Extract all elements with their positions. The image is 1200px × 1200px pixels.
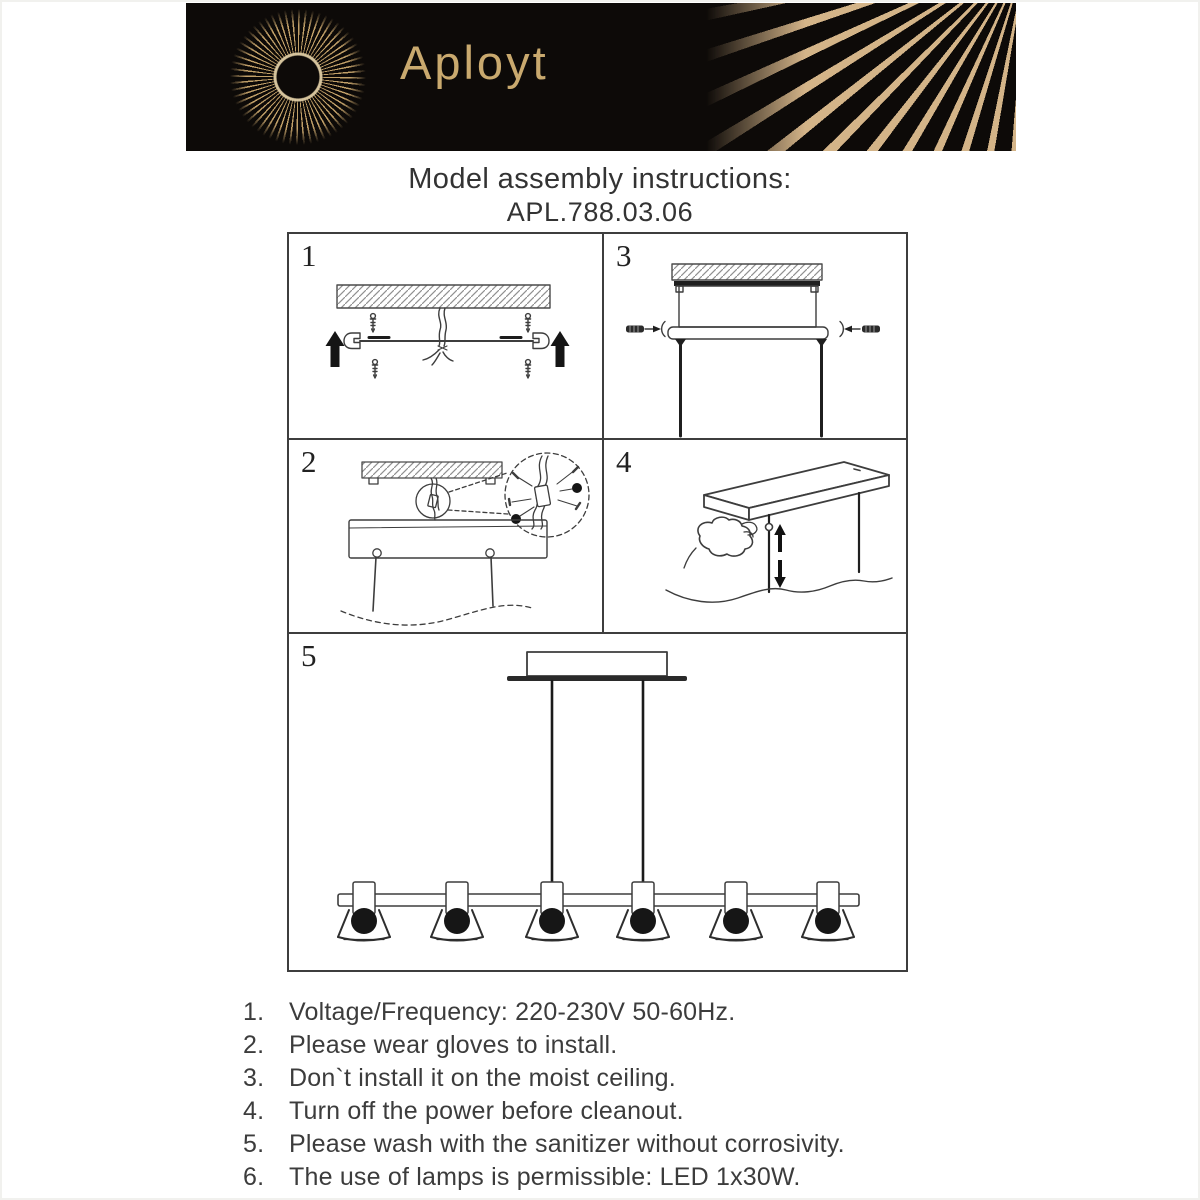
- item-number: 6.: [243, 1163, 265, 1191]
- step-panel-3: [604, 234, 906, 438]
- item-number: 4.: [243, 1097, 265, 1125]
- brand-banner: [186, 3, 1016, 151]
- item-text: Please wash with the sanitizer without corrosivity.: [289, 1130, 845, 1158]
- item-text: Don`t install it on the moist ceiling.: [289, 1064, 676, 1092]
- step-panel-5: [289, 634, 906, 970]
- step-number: 3: [616, 238, 632, 273]
- item-text: The use of lamps is permissible: LED 1x30W.: [289, 1163, 801, 1191]
- model-number: APL.788.03.06: [506, 197, 694, 227]
- step-number: 2: [301, 444, 317, 479]
- step-3-diagram: [604, 234, 906, 438]
- step-5-diagram: [289, 634, 906, 970]
- assembly-steps-grid: [287, 232, 908, 972]
- item-number: 3.: [243, 1064, 265, 1092]
- rays-decoration-icon: [706, 3, 1016, 151]
- list-item: [243, 1032, 845, 1058]
- step-panel-4: [604, 440, 906, 632]
- brand-wordmark: Aployt: [400, 36, 549, 89]
- list-item: [243, 1131, 845, 1157]
- list-item: [243, 1098, 845, 1124]
- list-item: [243, 1065, 845, 1091]
- item-number: 2.: [243, 1031, 265, 1059]
- step-2-diagram: [289, 440, 602, 632]
- step-panel-2: [289, 440, 602, 632]
- list-item: [243, 1164, 845, 1190]
- step-number: 5: [301, 638, 317, 673]
- instructions-list: [243, 999, 845, 1197]
- item-text: Turn off the power before cleanout.: [289, 1097, 684, 1125]
- step-panel-1: [289, 234, 602, 438]
- item-number: 1.: [243, 998, 265, 1026]
- step-number: 1: [301, 238, 317, 273]
- step-number: 4: [616, 444, 632, 479]
- step-1-diagram: [289, 234, 602, 438]
- aployt-sunburst-logo-icon: [228, 7, 368, 147]
- page-title: Model assembly instructions:: [408, 163, 792, 195]
- item-number: 5.: [243, 1130, 265, 1158]
- step-4-diagram: [604, 440, 906, 632]
- list-item: [243, 999, 845, 1025]
- item-text: Voltage/Frequency: 220-230V 50-60Hz.: [289, 998, 736, 1026]
- item-text: Please wear gloves to install.: [289, 1031, 618, 1059]
